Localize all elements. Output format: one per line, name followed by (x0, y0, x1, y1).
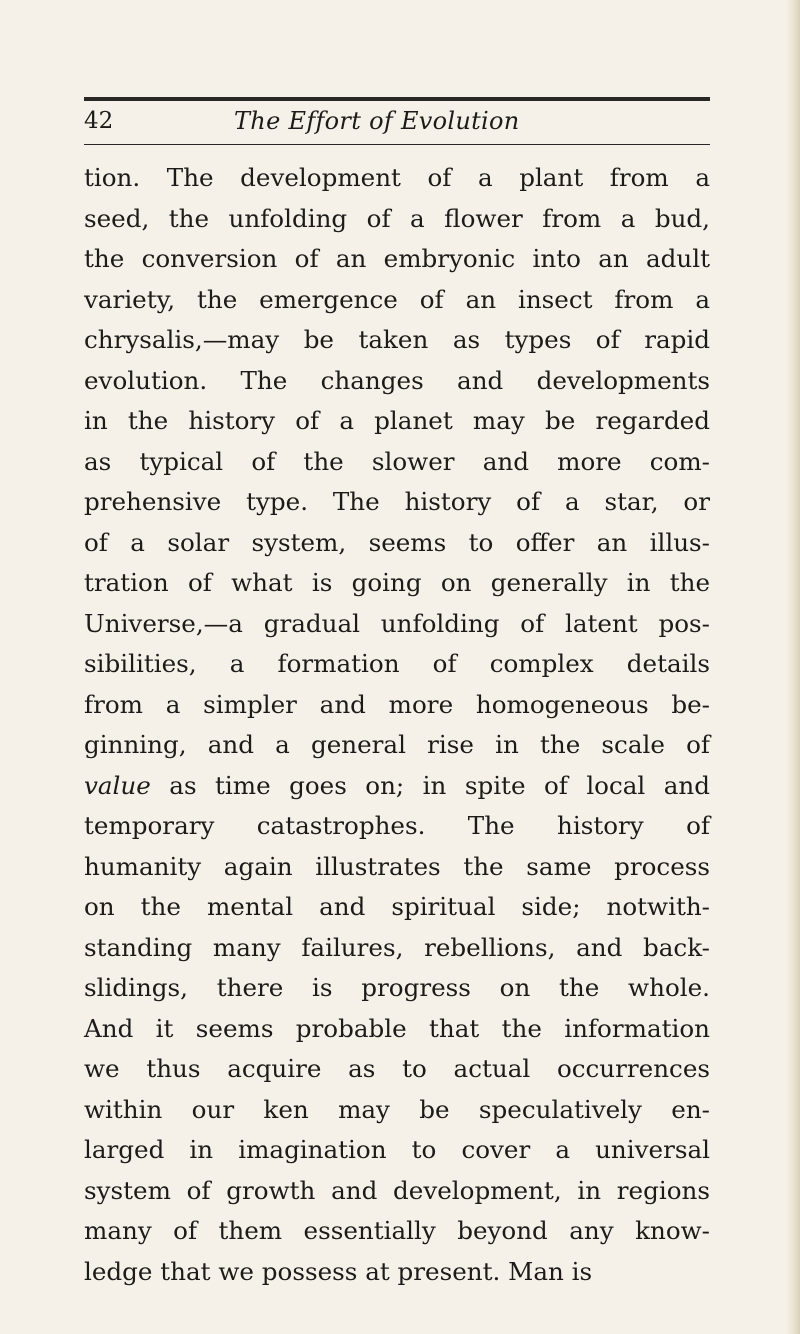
text-line: tration of what is going on generally in the (84, 568, 710, 597)
text-line: system of growth and development, in regions (84, 1175, 710, 1205)
header-top-rule (84, 97, 710, 101)
page-edge-shadow (786, 0, 800, 1334)
text-line: of a solar system, seems to offer an illus- (84, 527, 710, 557)
text-line: as typical of the slower and more com- (84, 446, 710, 476)
text-line: slidings, there is progress on the whole. (84, 973, 710, 1002)
text-line: ledge that we possess at present. Man is (84, 1256, 593, 1286)
text-line: tion. The development of a plant from a (84, 163, 710, 192)
text-line: humanity again illustrates the same process (84, 851, 710, 881)
text-line (84, 766, 710, 807)
text-line: standing many failures, rebellions, and back- (84, 932, 710, 962)
text-line: Universe,—a gradual unfolding of latent pos- (84, 608, 710, 638)
text-line: evolution. The changes and developments (84, 365, 710, 395)
text-line: many of them essentially beyond any know- (84, 1216, 710, 1245)
italic-word: value (84, 770, 151, 800)
text-line: the conversion of an embryonic into an adult (84, 244, 710, 273)
text-line: in the history of a planet may be regarded (84, 406, 710, 435)
book-title: The Effort of Evolution (234, 107, 520, 135)
text-line: And it seems probable that the information (84, 1013, 710, 1043)
text-line: temporary catastrophes. The history of (84, 811, 710, 840)
text-line: we thus acquire as to actual occurrences (84, 1054, 710, 1083)
body-text (84, 158, 710, 1292)
page-number: 42 (84, 108, 114, 134)
running-head (84, 104, 710, 145)
text-line: ginning, and a general rise in the scale of (84, 730, 710, 759)
text-line: prehensive type. The history of a star, or (84, 487, 710, 516)
text-line: larged in imagination to cover a universal (84, 1135, 710, 1164)
text-line: variety, the emergence of an insect from a (84, 284, 710, 314)
text-line: from a simpler and more homogeneous be- (84, 689, 710, 719)
text-line: on the mental and spiritual side; notwith- (84, 892, 710, 921)
text-line: chrysalis,—may be taken as types of rapid (84, 325, 710, 354)
text-line-rest: as time goes on; in spite of local and (150, 770, 710, 800)
text-line: within our ken may be speculatively en- (84, 1094, 710, 1124)
text-line: seed, the unfolding of a flower from a bud, (84, 203, 710, 233)
text-line: sibilities, a formation of complex details (84, 649, 710, 678)
